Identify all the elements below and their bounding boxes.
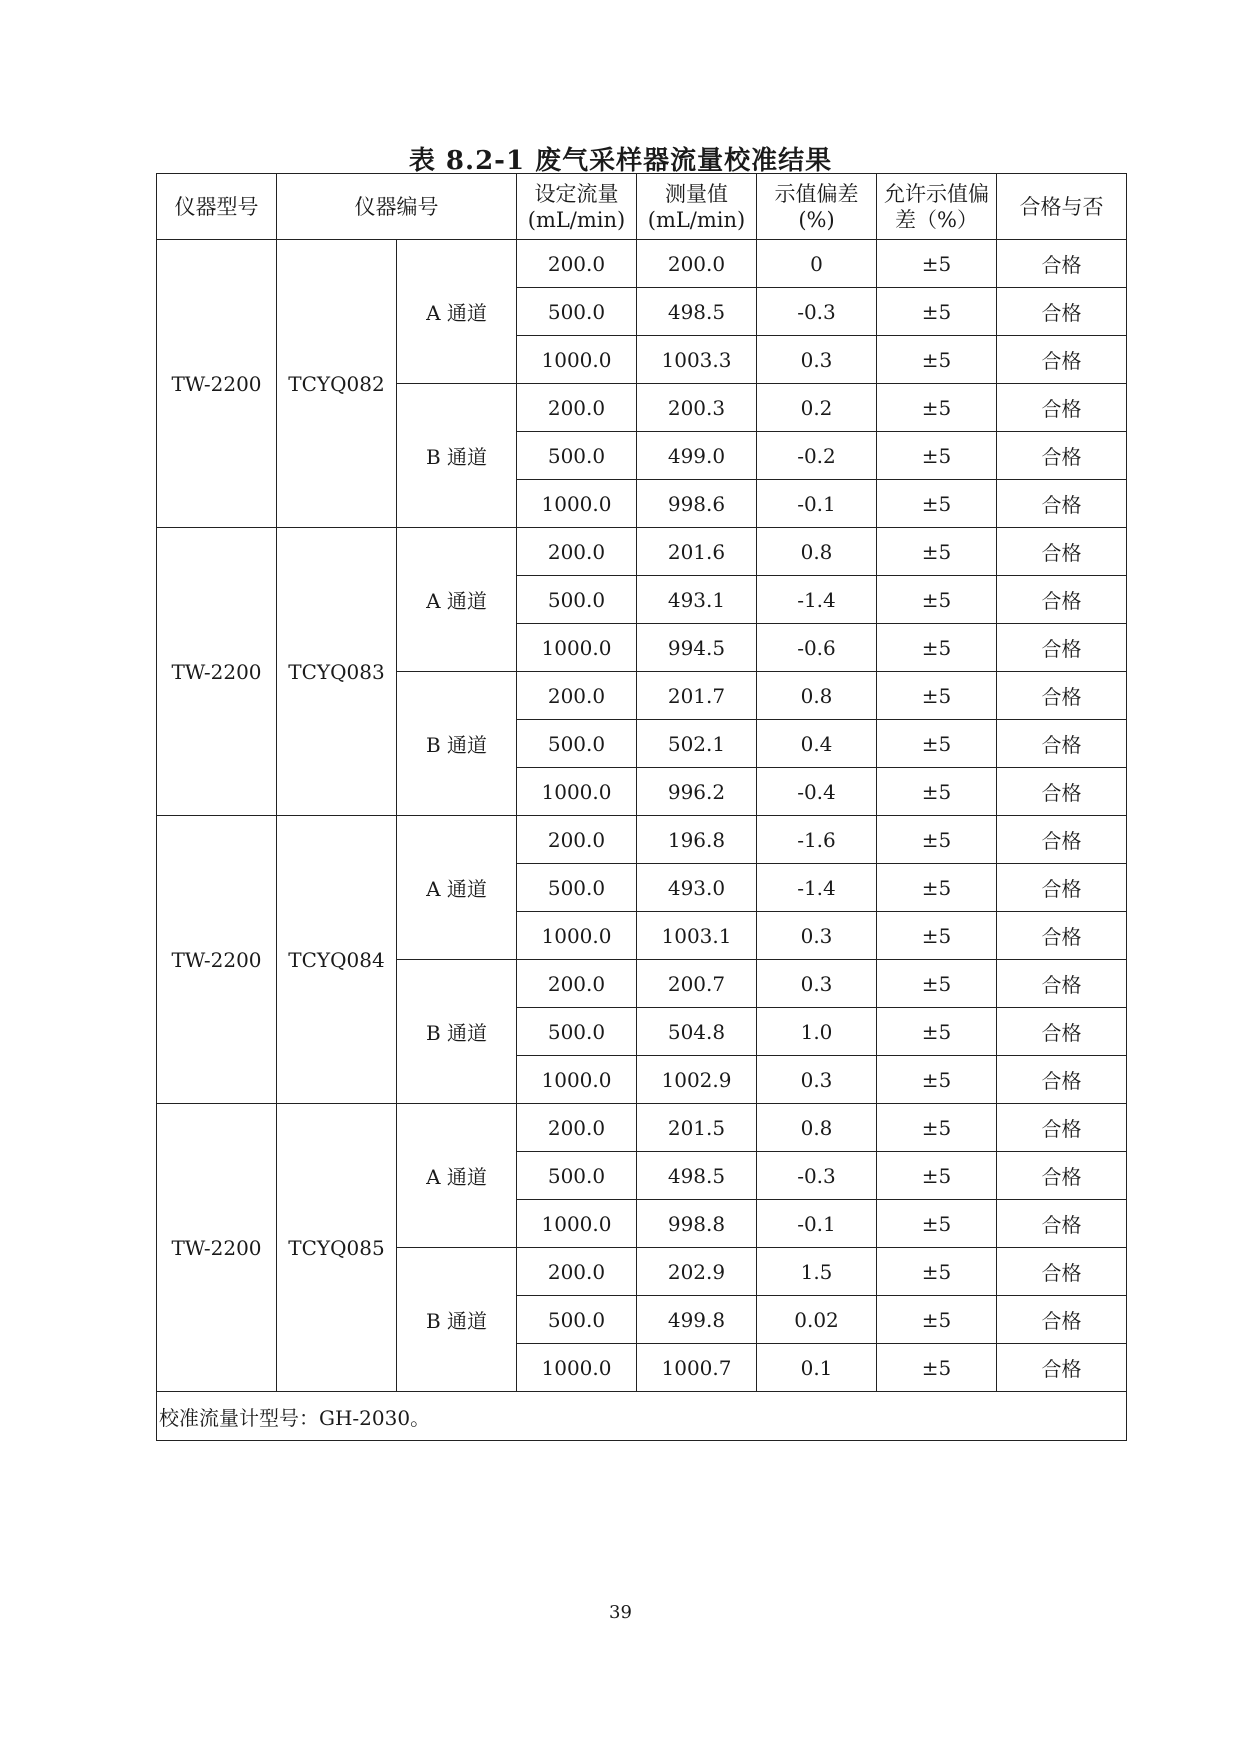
deviation-cell: 1.0: [757, 1008, 877, 1056]
allowed-cell: ±5: [877, 720, 997, 768]
result-cell: 合格: [997, 1152, 1127, 1200]
set-flow-cell: 1000.0: [517, 336, 637, 384]
header-model: 仪器型号: [157, 174, 277, 240]
result-cell: 合格: [997, 672, 1127, 720]
set-flow-cell: 200.0: [517, 960, 637, 1008]
measured-cell: 499.8: [637, 1296, 757, 1344]
allowed-cell: ±5: [877, 432, 997, 480]
instrument-model: TW-2200: [157, 1104, 277, 1392]
result-cell: 合格: [997, 960, 1127, 1008]
instrument-model: TW-2200: [157, 240, 277, 528]
result-cell: 合格: [997, 624, 1127, 672]
result-cell: 合格: [997, 1344, 1127, 1392]
allowed-cell: ±5: [877, 576, 997, 624]
allowed-cell: ±5: [877, 480, 997, 528]
measured-cell: 200.3: [637, 384, 757, 432]
measured-cell: 200.0: [637, 240, 757, 288]
set-flow-cell: 200.0: [517, 816, 637, 864]
instrument-model: TW-2200: [157, 528, 277, 816]
allowed-cell: ±5: [877, 384, 997, 432]
result-cell: 合格: [997, 1200, 1127, 1248]
allowed-cell: ±5: [877, 336, 997, 384]
deviation-cell: 0.3: [757, 912, 877, 960]
allowed-cell: ±5: [877, 1248, 997, 1296]
measured-cell: 502.1: [637, 720, 757, 768]
measured-cell: 504.8: [637, 1008, 757, 1056]
header-row: [157, 174, 1127, 240]
channel-name: B 通道: [397, 1248, 517, 1392]
measured-cell: 200.7: [637, 960, 757, 1008]
instrument-serial: TCYQ084: [277, 816, 397, 1104]
table-row: [157, 528, 1127, 576]
set-flow-cell: 500.0: [517, 1008, 637, 1056]
result-cell: 合格: [997, 1104, 1127, 1152]
allowed-cell: ±5: [877, 1200, 997, 1248]
deviation-cell: -0.3: [757, 288, 877, 336]
measured-cell: 1000.7: [637, 1344, 757, 1392]
allowed-cell: ±5: [877, 288, 997, 336]
allowed-cell: ±5: [877, 1104, 997, 1152]
set-flow-cell: 200.0: [517, 1248, 637, 1296]
allowed-cell: ±5: [877, 864, 997, 912]
set-flow-cell: 500.0: [517, 864, 637, 912]
measured-cell: 994.5: [637, 624, 757, 672]
result-cell: 合格: [997, 576, 1127, 624]
result-cell: 合格: [997, 1296, 1127, 1344]
set-flow-cell: 1000.0: [517, 768, 637, 816]
deviation-cell: 0.8: [757, 1104, 877, 1152]
measured-cell: 201.6: [637, 528, 757, 576]
deviation-cell: 1.5: [757, 1248, 877, 1296]
set-flow-cell: 500.0: [517, 1296, 637, 1344]
set-flow-cell: 1000.0: [517, 1056, 637, 1104]
measured-cell: 998.6: [637, 480, 757, 528]
set-flow-cell: 200.0: [517, 384, 637, 432]
deviation-cell: 0.2: [757, 384, 877, 432]
set-flow-cell: 500.0: [517, 576, 637, 624]
deviation-cell: 0.8: [757, 528, 877, 576]
measured-cell: 201.5: [637, 1104, 757, 1152]
measured-cell: 202.9: [637, 1248, 757, 1296]
deviation-cell: -1.4: [757, 864, 877, 912]
page-number: 39: [609, 1602, 632, 1623]
result-cell: 合格: [997, 528, 1127, 576]
channel-name: A 通道: [397, 240, 517, 384]
allowed-cell: ±5: [877, 768, 997, 816]
measured-cell: 996.2: [637, 768, 757, 816]
measured-cell: 196.8: [637, 816, 757, 864]
allowed-cell: ±5: [877, 816, 997, 864]
allowed-cell: ±5: [877, 624, 997, 672]
allowed-cell: ±5: [877, 1296, 997, 1344]
allowed-cell: ±5: [877, 960, 997, 1008]
result-cell: 合格: [997, 1008, 1127, 1056]
measured-cell: 201.7: [637, 672, 757, 720]
allowed-cell: ±5: [877, 528, 997, 576]
header-set-flow: 设定流量 (mL/min): [517, 174, 637, 240]
measured-cell: 998.8: [637, 1200, 757, 1248]
table-row: [157, 240, 1127, 288]
header-result: 合格与否: [997, 174, 1127, 240]
set-flow-cell: 200.0: [517, 528, 637, 576]
result-cell: 合格: [997, 864, 1127, 912]
allowed-cell: ±5: [877, 912, 997, 960]
result-cell: 合格: [997, 336, 1127, 384]
deviation-cell: 0.4: [757, 720, 877, 768]
allowed-cell: ±5: [877, 672, 997, 720]
deviation-cell: 0.3: [757, 336, 877, 384]
calibration-table: [156, 173, 1127, 1441]
set-flow-cell: 200.0: [517, 1104, 637, 1152]
deviation-cell: 0.3: [757, 960, 877, 1008]
measured-cell: 1003.3: [637, 336, 757, 384]
footnote-row: [157, 1392, 1127, 1441]
result-cell: 合格: [997, 432, 1127, 480]
set-flow-cell: 500.0: [517, 432, 637, 480]
channel-name: B 通道: [397, 384, 517, 528]
deviation-cell: 0.1: [757, 1344, 877, 1392]
table-row: [157, 1104, 1127, 1152]
channel-name: A 通道: [397, 528, 517, 672]
set-flow-cell: 200.0: [517, 672, 637, 720]
measured-cell: 499.0: [637, 432, 757, 480]
deviation-cell: -0.1: [757, 480, 877, 528]
measured-cell: 498.5: [637, 1152, 757, 1200]
measured-cell: 1003.1: [637, 912, 757, 960]
deviation-cell: -0.2: [757, 432, 877, 480]
allowed-cell: ±5: [877, 1152, 997, 1200]
result-cell: 合格: [997, 912, 1127, 960]
result-cell: 合格: [997, 480, 1127, 528]
result-cell: 合格: [997, 1248, 1127, 1296]
deviation-cell: -0.4: [757, 768, 877, 816]
table-body: [157, 240, 1127, 1392]
deviation-cell: -0.1: [757, 1200, 877, 1248]
set-flow-cell: 1000.0: [517, 912, 637, 960]
allowed-cell: ±5: [877, 1344, 997, 1392]
channel-name: B 通道: [397, 960, 517, 1104]
allowed-cell: ±5: [877, 240, 997, 288]
measured-cell: 498.5: [637, 288, 757, 336]
instrument-serial: TCYQ083: [277, 528, 397, 816]
channel-name: B 通道: [397, 672, 517, 816]
header-allowed: 允许示值偏 差（%）: [877, 174, 997, 240]
measured-cell: 1002.9: [637, 1056, 757, 1104]
result-cell: 合格: [997, 816, 1127, 864]
instrument-model: TW-2200: [157, 816, 277, 1104]
table-row: [157, 816, 1127, 864]
deviation-cell: -1.4: [757, 576, 877, 624]
set-flow-cell: 1000.0: [517, 624, 637, 672]
result-cell: 合格: [997, 240, 1127, 288]
result-cell: 合格: [997, 720, 1127, 768]
result-cell: 合格: [997, 384, 1127, 432]
set-flow-cell: 1000.0: [517, 1344, 637, 1392]
instrument-serial: TCYQ085: [277, 1104, 397, 1392]
instrument-serial: TCYQ082: [277, 240, 397, 528]
allowed-cell: ±5: [877, 1056, 997, 1104]
result-cell: 合格: [997, 768, 1127, 816]
deviation-cell: -0.6: [757, 624, 877, 672]
set-flow-cell: 1000.0: [517, 480, 637, 528]
deviation-cell: 0.8: [757, 672, 877, 720]
set-flow-cell: 1000.0: [517, 1200, 637, 1248]
set-flow-cell: 200.0: [517, 240, 637, 288]
header-deviation: 示值偏差 (%): [757, 174, 877, 240]
table-title: 表 8.2-1 废气采样器流量校准结果: [408, 146, 833, 176]
measured-cell: 493.1: [637, 576, 757, 624]
measured-cell: 493.0: [637, 864, 757, 912]
channel-name: A 通道: [397, 1104, 517, 1248]
footnote: 校准流量计型号：GH-2030。: [157, 1392, 1127, 1441]
header-serial: 仪器编号: [277, 174, 517, 240]
result-cell: 合格: [997, 288, 1127, 336]
result-cell: 合格: [997, 1056, 1127, 1104]
deviation-cell: 0.3: [757, 1056, 877, 1104]
allowed-cell: ±5: [877, 1008, 997, 1056]
deviation-cell: 0.02: [757, 1296, 877, 1344]
set-flow-cell: 500.0: [517, 288, 637, 336]
deviation-cell: -0.3: [757, 1152, 877, 1200]
channel-name: A 通道: [397, 816, 517, 960]
header-measured: 测量值 (mL/min): [637, 174, 757, 240]
set-flow-cell: 500.0: [517, 1152, 637, 1200]
deviation-cell: 0: [757, 240, 877, 288]
set-flow-cell: 500.0: [517, 720, 637, 768]
deviation-cell: -1.6: [757, 816, 877, 864]
